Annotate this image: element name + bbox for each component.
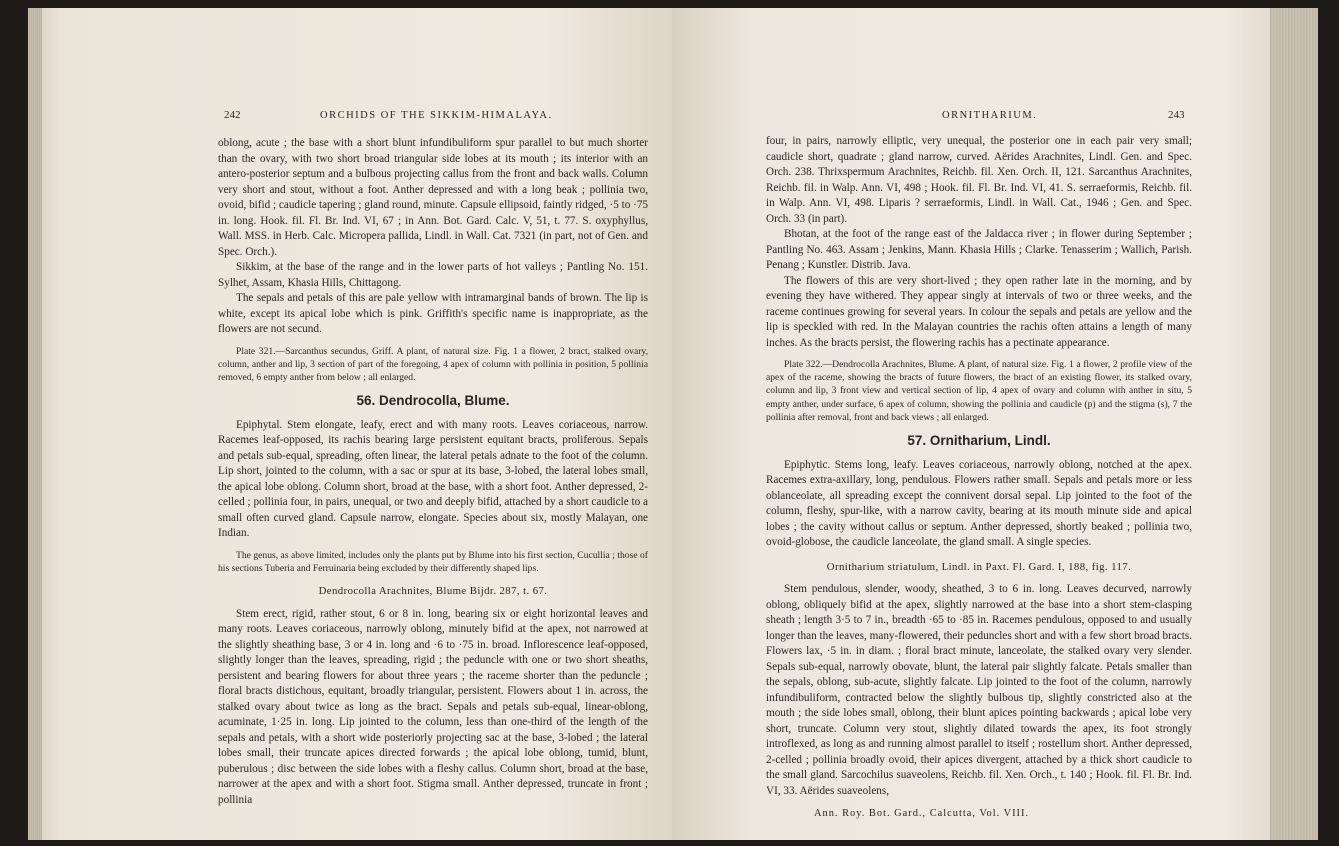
species-description: Stem pendulous, slender, woody, sheathed, 3 to 6 in. long. Leaves decurved, narrowly oblong, obliquely bifid at the apex, slightly narrowed at the base into a short stem-clasping sheath ; length 3·5 to 7 in., breadth ·65 to ·85 in. Racemes pendulous, opposed to and usually longer than the leaves, many-flowered, their peduncles short and with a few short broad bracts. Flowers lax, ·5 in. in diam. ; floral bract minute, lanceolate, the stalked ovary very slender. Sepals sub-equal, narrowly obovate, blunt, the lateral pair slightly falcate. Petals smaller than the sepals, oblong, sub-acute, slightly falcate. Lip jointed to the foot of the column, narrowly infundibuliform, contracted below the slightly bulbous tip, slightly constricted also at the mouth ; the side lobes small, oblong, their blunt apices pointing backwards ; apical lobe very short, truncate. Column very stout, slightly dilated towards the apex, its foot strongly introflexed, as long as and running almost parallel to itself ; rostellum short. Anther depressed, 2-celled ; pollinia broadly ovoid, their apices divergent, attached by a thick short caudicle to the small gland. Sarcochilus suaveolens, Reichb. fil. Xen. Orch., t. 140 ; Hook. fil. Fl. Br. Ind. VI, 33. Aërides suaveolens,: [766, 583, 1192, 797]
paragraph: Sikkim, at the base of the range and in the lower parts of hot valleys ; Pantling No. 151. Sylhet, Assam, Khasia Hills, Chittagong.: [218, 261, 648, 289]
plate-caption: Plate 321.—Sarcanthus secundus, Griff. A plant, of natural size. Fig. 1 a flower, 2 bract, stalked ovary, column, anther and lip, 3 section of part of the foregoing, 4 apex of column with pollinia in position, 5 pollinia removed, 6 empty anther from below ; all enlarged.: [218, 345, 648, 383]
genus-description: Epiphytal. Stem elongate, leafy, erect and with many roots. Leaves coriaceous, narrow. Racemes leaf-opposed, its rachis bearing large persistent equitant bracts, proliferous. Sepals and petals sub-equal, spreading, often linear, the lateral petals adnate to the foot of the column. Lip short, jointed to the column, with a sac or spur at its base, 3-lobed, the lateral lobes small, the apical lobe oblong. Column short, broad at the base, with a short foot. Anther depressed, 2-celled ; pollinia four, in pairs, unequal, or two and deeply bifid, attached by a short caudicle to a small often curved gland. Capsule narrow, elongate. Species about six, mostly Malayan, one Indian.: [218, 418, 648, 540]
paragraph: The sepals and petals of this are pale yellow with intramarginal bands of brown. The lip is white, except its apical lobe which is pink. Griffith's specific name is inappropriate, as the flowers are not secund.: [218, 292, 648, 335]
paragraph: oblong, acute ; the base with a short blunt infundibuliform spur parallel to but much shorter than the ovary, with two short broad triangular side lobes at its mouth ; its interior with an antero-posterior septum and a bulbous projecting callus from the front and back walls. Column very short and stout, without a foot. Anther depressed and with a long beak ; pollinia two, ovoid, bifid ; caudicle tapering ; gland round, minute. Capsule ellipsoid, faintly ridged, ·5 to ·75 in. long. Hook. fil. Fl. Br. Ind. VI, 67 ; in Ann. Bot. Gard. Calc. V, 51, t. 77. S. oxyphyllus, Wall. MSS. in Herb. Calc. Micropera pallida, Lindl. in Wall. Cat. 7321 (in part, not of Gen. and Spec. Orch.).: [218, 137, 649, 258]
running-head-left: ORCHIDS OF THE SIKKIM-HIMALAYA.: [320, 110, 553, 121]
page-edge-left: [28, 8, 42, 840]
paragraph: Bhotan, at the foot of the range east of the Jaldacca river ; in flower during September ; Pantling No. 463. Assam ; Jenkins, Mann. Khasia Hills ; Clarke. Tenasserim ; Wallich, Parish. Penang ; Kunstler. Distrib. Java.: [766, 228, 1192, 271]
species-heading: Ornitharium striatulum, Lindl. in Paxt. Fl. Gard. I, 188, fig. 117.: [826, 560, 1132, 573]
genus-description: Epiphytic. Stems long, leafy. Leaves coriaceous, narrowly oblong, notched at the apex. Racemes extra-axillary, long, pendulous. Flowers rather small. Sepals and petals more or less oblanceolate, all spreading except the connivent dorsal sepal. Lip jointed to the foot of the column, fleshy, spur-like, with a narrow cavity, bearing at its mouth minute side and apical lobes ; the cavity without callus or septum. Anther depressed, shortly beaked ; pollinia two, ovoid-globose, the caudicle lanceolate, the gland small. A single species.: [766, 458, 1192, 549]
paragraph: The flowers of this are very short-lived ; they open rather late in the morning, and by evening they have withered. They appear singly at intervals of two or three weeks, and the raceme continues growing for several years. In colour the sepals and petals are yellow and the lip is speckled with red. In the Malayan countries the rachis often attains a length of many inches. As the bracts persist, the flowering rachis has a pectinate appearance.: [766, 274, 1192, 349]
paragraph: four, in pairs, narrowly elliptic, very unequal, the posterior one in each pair very small; caudicle short, quadrate ; gland narrow, curved. Aërides Arachnites, Lindl. Gen. and Spec. Orch. 238. Thrixspermum Arachnites, Reichb. fil. Xen. Orch. II, 121. Sarcanthus Arachnites, Reichb. fil. in Walp. Ann. VI, 498 ; Hook. fil. Fl. Br. Ind. VI, 41. S. serraeformis, Reichb. fil. in Walp. Ann. VI, 498. Liparis ? serraeformis, Lindl. in Wall. Cat., 1946 ; Gen. and Spec. Orch. 33 (in part).: [766, 135, 1192, 225]
left-text-column: [218, 136, 648, 808]
genus-heading: 56. Dendrocolla, Blume.: [356, 393, 510, 409]
footer: Ann. Roy. Bot. Gard., Calcutta, Vol. VIII.: [814, 808, 1030, 819]
plate-caption: Plate 322.—Dendrocolla Arachnites, Blume. A plant, of natural size. Fig. 1 a flower, 2 profile view of the apex of the raceme, showing the bracts of future flowers, the bract of an existing flower, its stalked ovary, column and lip, 3 front view and vertical section of lip, 4 apex of ovary and column with anther in situ, 5 empty anther, under surface, 6 apex of column, showing the pollinia and caudicle (p) and the stigma (s), 7 the pollinia after removal, front and back views ; all enlarged.: [766, 359, 1192, 423]
left-page: [28, 8, 672, 840]
page-edge-right: [1270, 8, 1318, 840]
page-number-right: 243: [1168, 109, 1185, 121]
open-book: [28, 8, 1318, 840]
page-number-left: 242: [224, 109, 241, 121]
right-page: [674, 8, 1318, 840]
species-description: Stem erect, rigid, rather stout, 6 or 8 in. long, bearing six or eight horizontal leaves and many roots. Leaves coriaceous, narrowly oblong, minutely bifid at the apex, not narrowed at the slightly sheathing base, 3 or 4 in. long and ·6 to ·75 in. broad. Inflorescence leaf-opposed, slightly longer than the leaves, spreading, rigid ; the peduncle with one or two short sheaths, persistent and bearing flowers for about three years ; the raceme shorter than the peduncle ; floral bracts distichous, equitant, broadly triangular, persistent. Flowers about 1 in. across, the stalked ovary about twice as long as the bract. Sepals and petals sub-equal, linear-oblong, acuminate, 1·25 in. long. Lip jointed to the column, less than one-third of the length of the sepals and petals, with a short wide posteriorly projecting sac at the base, 3-lobed ; the lateral lobes small, their truncate apices directed forwards ; the apical lobe oblong, tumid, blunt, puberulous ; disc between the side lobes with a fleshy callus. Column short, broad at the base, narrower at the apex and with a short foot. Stigma small. Anther depressed, truncate in front ; pollinia: [218, 607, 648, 806]
species-heading: Dendrocolla Arachnites, Blume Bijdr. 287, t. 67.: [318, 585, 548, 598]
genus-note: The genus, as above limited, includes only the plants put by Blume into his first section, Cucullia ; those of his sections Tuberia and Ferruinaria being excluded by their differently shaped lips.: [218, 549, 648, 574]
right-text-column: [766, 134, 1192, 799]
running-head-right: ORNITHARIUM.: [942, 110, 1038, 121]
genus-heading: 57. Ornitharium, Lindl.: [907, 433, 1051, 449]
